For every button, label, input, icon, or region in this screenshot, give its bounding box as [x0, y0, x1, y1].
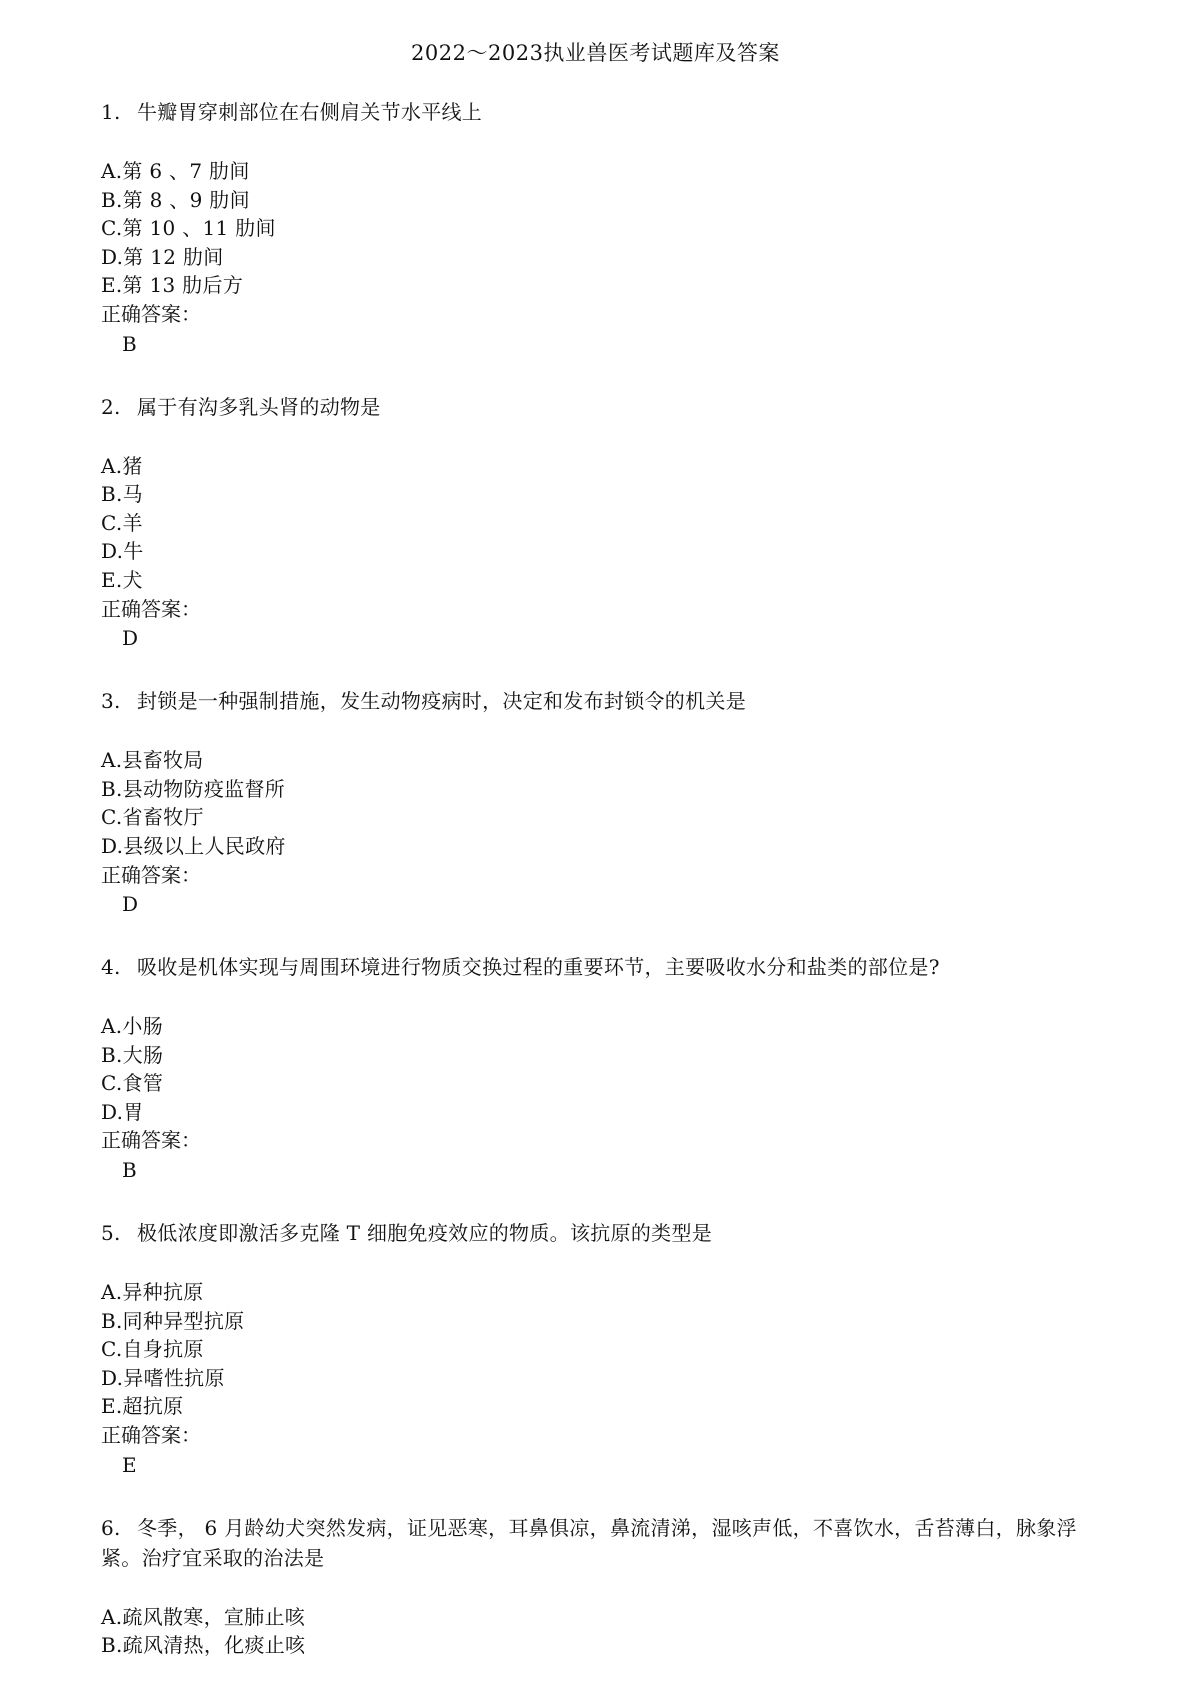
question-text: 封锁是一种强制措施，发生动物疫病时，决定和发布封锁令的机关是 [137, 689, 746, 714]
question-item [101, 1218, 1101, 1480]
option-a: A.第 6 、7 肋间 [101, 159, 250, 183]
option-b: B.第 8 、9 肋间 [101, 187, 250, 212]
option-list [101, 1603, 1101, 1660]
document-title: 2022～2023执业兽医考试题库及答案 [411, 41, 780, 65]
question-stem [101, 1513, 1101, 1573]
question-item [101, 97, 1101, 359]
option-b: B.大肠 [101, 1042, 164, 1067]
option-a: A.异种抗原 [101, 1280, 204, 1305]
option-c: C.第 10 、11 肋间 [101, 216, 276, 241]
question-item [101, 952, 1101, 1185]
option-d: D.牛 [101, 539, 144, 564]
answer-value: E [122, 1452, 137, 1477]
question-text: 冬季， 6 月龄幼犬突然发病，证见恶寒，耳鼻俱凉，鼻流清涕，湿咳声低，不喜饮水，舌苔薄白，脉象浮紧。治疗宜采取的治法是 [101, 1515, 1077, 1570]
option-b: B.同种异型抗原 [101, 1308, 245, 1333]
option-list [101, 157, 1101, 300]
answer-label: 正确答案： [101, 301, 201, 326]
answer-label: 正确答案： [101, 1128, 201, 1153]
option-list [101, 452, 1101, 595]
answer-label: 正确答案： [101, 596, 201, 621]
option-b: B.疏风清热，化痰止咳 [101, 1633, 306, 1658]
option-list [101, 746, 1101, 860]
option-c: C.省畜牧厅 [101, 805, 204, 830]
option-e: E.犬 [101, 567, 143, 592]
question-list [101, 97, 1101, 1693]
question-stem [101, 686, 1101, 716]
option-c: C.自身抗原 [101, 1337, 204, 1362]
option-c: C.食管 [101, 1071, 164, 1096]
question-text: 极低浓度即激活多克隆 T 细胞免疫效应的物质。该抗原的类型是 [137, 1221, 713, 1246]
option-b: B.县动物防疫监督所 [101, 776, 286, 801]
question-item [101, 686, 1101, 919]
question-number: 4. [101, 955, 121, 980]
option-a: A.小肠 [101, 1014, 164, 1039]
answer-value: D [122, 892, 139, 917]
option-d: D.第 12 肋间 [101, 244, 224, 269]
question-text: 吸收是机体实现与周围环境进行物质交换过程的重要环节，主要吸收水分和盐类的部位是? [137, 955, 940, 980]
question-stem [101, 97, 1101, 127]
question-stem [101, 1218, 1101, 1248]
option-a: A.县畜牧局 [101, 748, 204, 773]
option-d: D.异嗜性抗原 [101, 1365, 225, 1390]
question-item [101, 392, 1101, 654]
option-b: B.马 [101, 482, 143, 507]
answer-label: 正确答案： [101, 1423, 201, 1448]
question-stem [101, 392, 1101, 422]
question-text: 牛瓣胃穿刺部位在右侧肩关节水平线上 [137, 100, 483, 124]
answer-value: D [122, 626, 139, 651]
answer-value: B [122, 1158, 137, 1183]
option-list [101, 1012, 1101, 1126]
option-c: C.羊 [101, 510, 143, 535]
option-d: D.县级以上人民政府 [101, 833, 286, 858]
option-list [101, 1278, 1101, 1421]
question-number: 5. [101, 1221, 121, 1246]
question-item [101, 1513, 1101, 1660]
option-e: E.超抗原 [101, 1394, 184, 1419]
option-a: A.疏风散寒，宣肺止咳 [101, 1604, 306, 1629]
question-text: 属于有沟多乳头肾的动物是 [137, 394, 381, 419]
option-a: A.猪 [101, 453, 143, 478]
question-number: 2. [101, 394, 121, 419]
option-e: E.第 13 肋后方 [101, 273, 244, 298]
option-d: D.胃 [101, 1099, 144, 1124]
answer-value: B [122, 331, 137, 356]
question-number: 6. [101, 1515, 121, 1540]
question-number: 1. [101, 100, 121, 124]
question-number: 3. [101, 689, 121, 714]
answer-label: 正确答案： [101, 862, 201, 887]
question-stem [101, 952, 1101, 982]
